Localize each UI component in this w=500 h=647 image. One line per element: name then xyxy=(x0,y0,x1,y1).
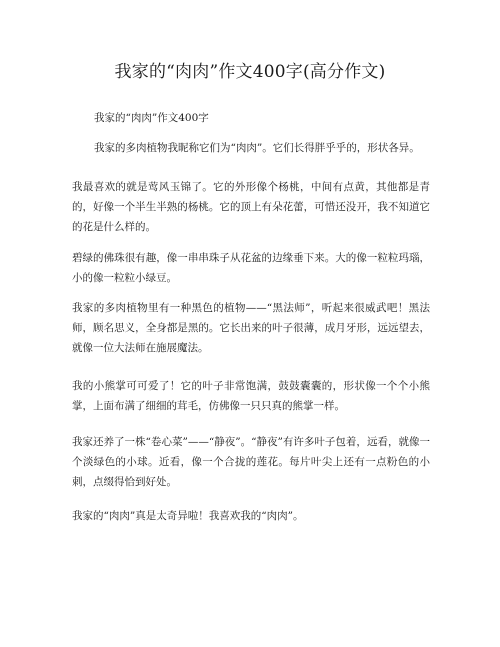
subtitle-paragraph: 我家的“肉肉”作文400字 xyxy=(94,112,209,124)
closing-paragraph: 我家的“肉肉”真是太奇异啦！我喜欢我的“肉肉”。 xyxy=(72,510,304,522)
paragraph-jingye: 我家还养了一株“卷心菜”——“静夜”。“静夜”有许多叶子包着，远看，就像一个淡绿色的小球。近看，像一个合拢的莲花。每片叶尖上还有一点粉色的小刺，点缀得恰到好处。 xyxy=(72,436,430,488)
document-title: 我家的“肉肉”作文400字(高分作文) xyxy=(114,62,386,82)
intro-paragraph: 我家的多肉植物我昵称它们为“肉肉”。它们长得胖乎乎的，形状各异。 xyxy=(94,142,420,154)
paragraph-yingfeng: 我最喜欢的就是莺风玉锦了。它的外形像个杨桃，中间有点黄，其他都是青的，好像一个半生半熟的杨桃。它的顶上有朵花蕾，可惜还没开，我不知道它的花是什么样的。 xyxy=(72,181,430,233)
paragraph-xiongzhang: 我的小熊掌可可爱了！它的叶子非常饱满，鼓鼓囊囊的，形状像一个个小熊掌，上面布满了细细的茸毛，仿佛像一只只真的熊掌一样。 xyxy=(72,380,430,412)
paragraph-heifashi: 我家的多肉植物里有一种黑色的植物——“黑法师”，听起来很威武吧！黑法师，顾名思义，全身都是黑的。它长出来的叶子很薄，成月牙形，远远望去，就像一位大法师在施展魔法。 xyxy=(72,302,430,354)
paragraph-fozhu: 碧绿的佛珠很有趣，像一串串珠子从花盆的边缘垂下来。大的像一粒粒玛瑙，小的像一粒粒小绿豆。 xyxy=(72,252,430,284)
